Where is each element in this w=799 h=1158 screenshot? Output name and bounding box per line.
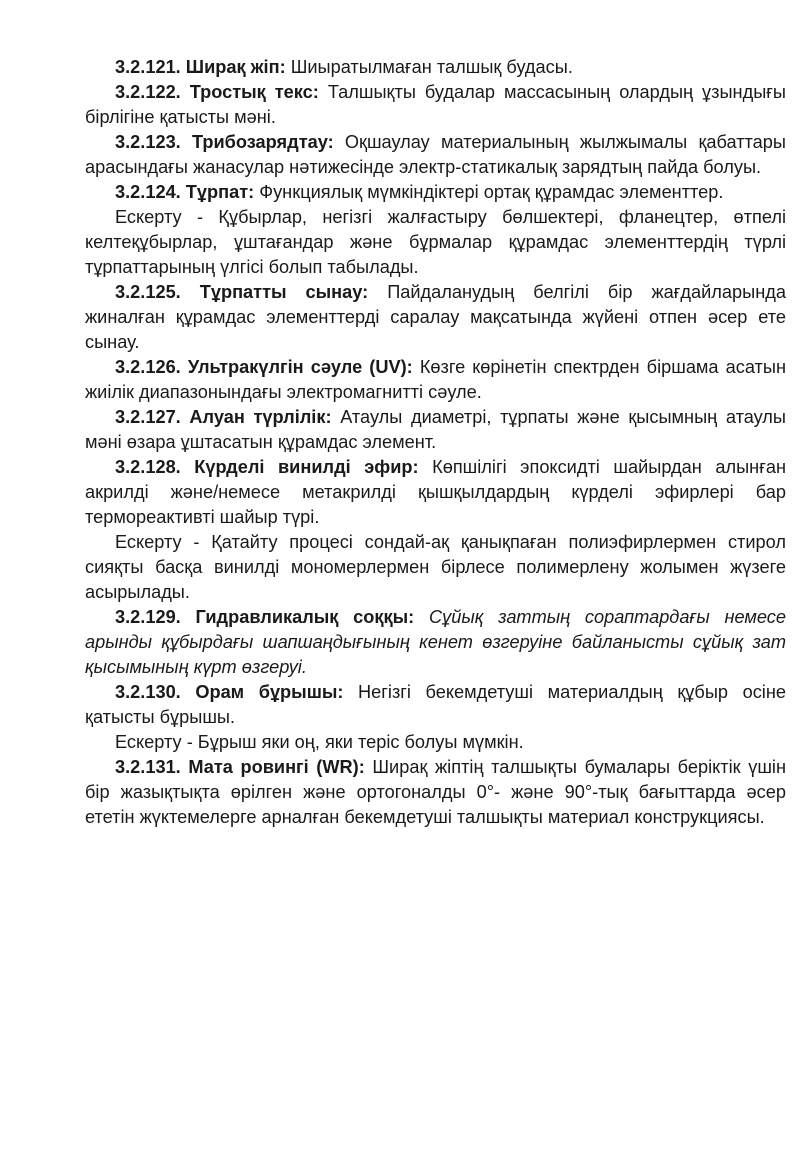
- definition-entry: [85, 130, 786, 180]
- entry-definition: Шиыратылмаған талшық будасы.: [290, 57, 573, 77]
- document-body: [85, 55, 786, 830]
- entry-number: 3.2.129.: [115, 607, 181, 627]
- entry-term: Орам бұрышы:: [195, 682, 344, 702]
- entry-definition: Талшықты будалар массасының олардың ұзындығы бірлігіне қатысты мәні.: [85, 82, 786, 127]
- entry-definition: Негізгі бекемдетуші материалдың құбыр осіне қатысты бұрышы.: [85, 682, 786, 727]
- entry-term: Ширақ жіп:: [185, 57, 286, 77]
- entry-definition: Оқшаулау материалының жылжымалы қабаттары арасындағы жанасулар нәтижесінде электр-статикалық зарядтың пайда болуы.: [85, 132, 786, 177]
- entry-definition: Функциялық мүмкіндіктері ортақ құрамдас элементтер.: [259, 182, 724, 202]
- entry-term: Тұрпат:: [185, 182, 255, 202]
- entry-term: Тростық текс:: [189, 82, 319, 102]
- definition-entry: [85, 680, 786, 730]
- entry-note: Ескерту - Бұрыш яки оң, яки теріс болуы мүмкін.: [115, 732, 524, 752]
- entry-number: 3.2.125.: [115, 282, 181, 302]
- entry-term: Тұрпатты сынау:: [199, 282, 369, 302]
- entry-definition: Пайдаланудың белгілі бір жағдайларында жиналған құрамдас элементтерді саралау мақсатында жүйені отпен әсер ете сынау.: [85, 282, 786, 352]
- definition-entry: [85, 355, 786, 405]
- entry-number: 3.2.122.: [115, 82, 181, 102]
- entry-term: Күрделі винилді эфир:: [194, 457, 419, 477]
- entry-number: 3.2.131.: [115, 757, 181, 777]
- entry-term: Трибозарядтау:: [191, 132, 334, 152]
- entry-definition: Атаулы диаметрі, тұрпаты және қысымның атаулы мәні өзара ұштасатын құрамдас элемент.: [85, 407, 786, 452]
- definition-entry: [85, 80, 786, 130]
- definition-entry: [85, 405, 786, 455]
- entry-term: Гидравликалық соққы:: [195, 607, 415, 627]
- definition-entry: [85, 605, 786, 680]
- entry-number: 3.2.126.: [115, 357, 181, 377]
- entry-term: Алуан түрлілік:: [189, 407, 332, 427]
- definition-entry: [85, 455, 786, 530]
- entry-term: Ультракүлгін сәуле (UV):: [187, 357, 413, 377]
- entry-note: Ескерту - Құбырлар, негізгі жалғастыру бөлшектері, фланецтер, өтпелі келтеқұбырлар, ұштағандар және бұрмалар құрамдас элементтердің түрлі тұрпаттарының үлгісі болып табылады.: [85, 207, 786, 277]
- definition-entry: [85, 755, 786, 830]
- entry-number: 3.2.123.: [115, 132, 181, 152]
- entry-definition: Ширақ жіптің талшықты бумалары беріктік үшін бір жазықтықта өрілген және ортогоналды 0°- және 90°-тық бағыттарда әсер ететін жүктемелерге арналған бекемдетуші талшықты материал конструкциясы.: [85, 757, 787, 827]
- entry-number: 3.2.124.: [115, 182, 181, 202]
- entry-number: 3.2.127.: [115, 407, 181, 427]
- entry-term: Мата ровингі (WR):: [188, 757, 365, 777]
- entry-definition: Көпшілігі эпоксидті шайырдан алынған акрилді және/немесе метакрилді қышқылдардың күрделі эфирлері бар термореактивті шайыр түрі.: [85, 457, 786, 527]
- definition-entry: [85, 55, 786, 80]
- definition-entry: [85, 280, 786, 355]
- entry-number: 3.2.130.: [115, 682, 181, 702]
- entry-definition: Сұйық заттың сораптардағы немесе арынды құбырдағы шапшаңдығының кенет өзгеруіне байланысты сұйық зат қысымының күрт өзгеруі.: [85, 607, 787, 677]
- entry-number: 3.2.121.: [115, 57, 181, 77]
- entry-number: 3.2.128.: [115, 457, 181, 477]
- definition-entry: [85, 180, 786, 205]
- entry-definition: Көзге көрінетін спектрден біршама асатын жиілік диапазонындағы электромагнитті сәуле.: [85, 357, 786, 402]
- entry-note: Ескерту - Қатайту процесі сондай-ақ қанықпаған полиэфирлермен стирол сияқты басқа винилді мономерлермен бірлесе полимерлену жолымен жүзеге асырылады.: [85, 532, 786, 602]
